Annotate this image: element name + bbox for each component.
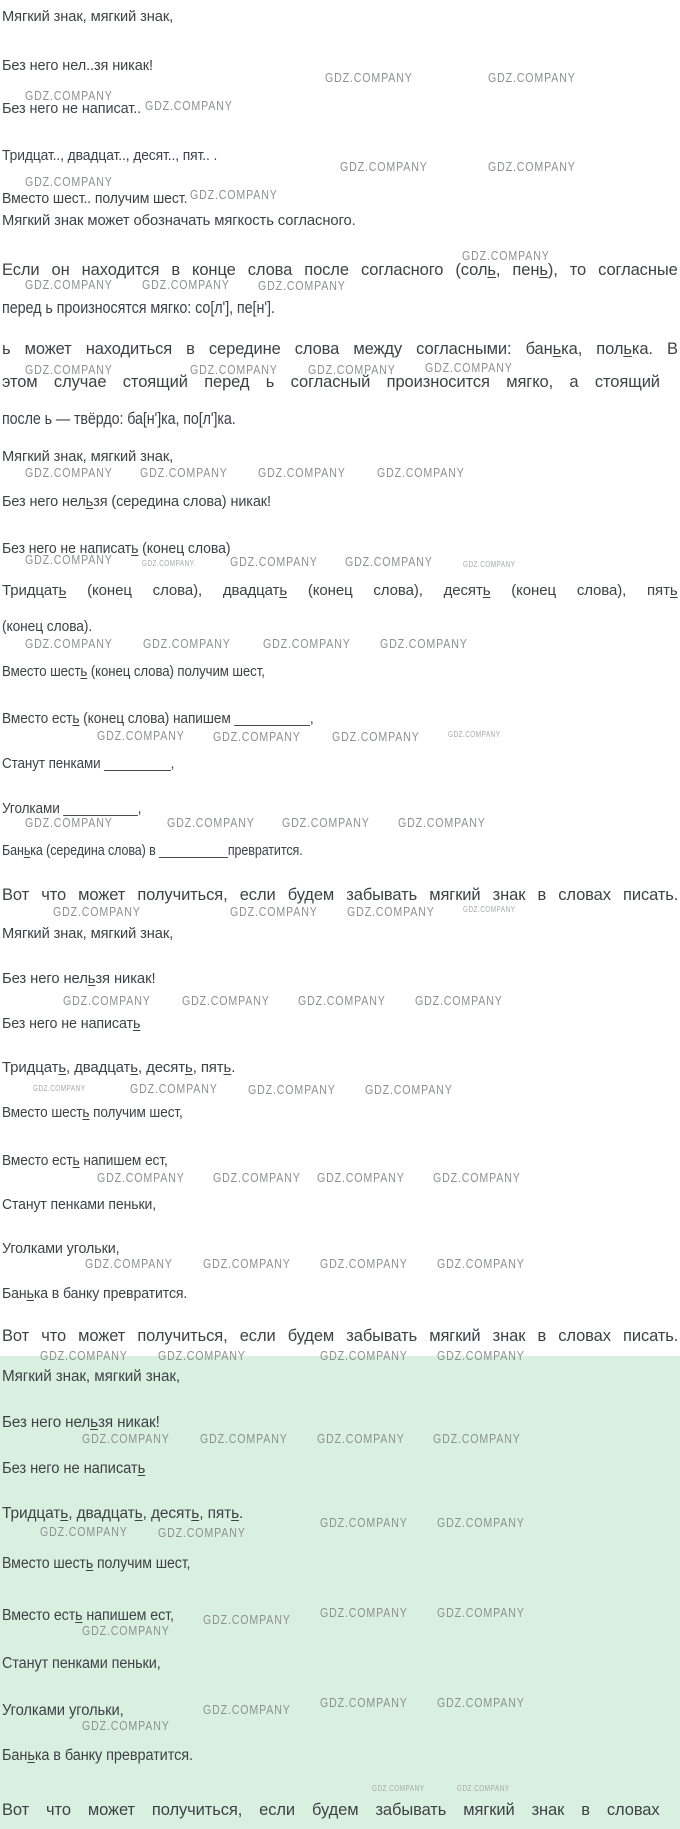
watermark-gdz-company: GDZ.COMPANY	[437, 1606, 525, 1620]
watermark-gdz-company: GDZ.COMPANY	[298, 994, 386, 1008]
text-run: Мягкий знак, мягкий знак,	[2, 8, 174, 25]
text-run: Станут пенками пеньки,	[2, 1196, 157, 1213]
text-run: (конец слова) напишем __________,	[79, 710, 314, 727]
underlined-soft-sign: ь	[137, 1460, 146, 1477]
underlined-soft-sign: ь	[231, 1505, 240, 1522]
text-run: Вместо шест	[2, 663, 81, 680]
text-line-16	[2, 663, 265, 680]
text-line-27	[2, 1152, 168, 1169]
text-line-5	[2, 212, 356, 229]
text-run: Тридцат.., двадцат.., десят.., пят.. .	[2, 147, 218, 164]
underlined-soft-sign: ь	[58, 582, 67, 599]
text-line-19	[2, 800, 141, 817]
watermark-gdz-company: GDZ.COMPANY	[398, 816, 486, 830]
text-run: зя никак!	[97, 1414, 160, 1431]
text-run: получим шест,	[93, 1555, 191, 1572]
underlined-soft-sign: ь	[85, 1555, 94, 1572]
text-run: Тридцат	[2, 1059, 59, 1076]
watermark-gdz-company: GDZ.COMPANY	[82, 1719, 170, 1733]
text-run: Уголками __________,	[2, 800, 142, 817]
watermark-gdz-company: GDZ.COMPANY	[463, 905, 516, 914]
watermark-gdz-company: GDZ.COMPANY	[308, 363, 396, 377]
underlined-soft-sign: ь	[623, 340, 632, 358]
watermark-gdz-company: GDZ.COMPANY	[143, 637, 231, 651]
underlined-soft-sign: ь	[191, 1505, 200, 1522]
watermark-gdz-company: GDZ.COMPANY	[317, 1171, 405, 1185]
watermark-gdz-company: GDZ.COMPANY	[25, 637, 113, 651]
watermark-gdz-company: GDZ.COMPANY	[415, 994, 503, 1008]
underlined-soft-sign: ь	[487, 261, 496, 279]
watermark-gdz-company: GDZ.COMPANY	[230, 905, 318, 919]
text-run: Без него нел	[2, 493, 86, 510]
text-run: Вместо шест.. получим шест.	[2, 190, 188, 207]
watermark-gdz-company: GDZ.COMPANY	[200, 1432, 288, 1446]
underlined-soft-sign: ь	[279, 582, 288, 599]
text-line-39	[2, 1702, 124, 1720]
text-line-35	[2, 1505, 243, 1523]
text-run: ка, пол	[561, 340, 624, 358]
underlined-soft-sign: ь	[75, 1607, 83, 1624]
watermark-gdz-company: GDZ.COMPANY	[377, 466, 465, 480]
watermark-gdz-company: GDZ.COMPANY	[97, 1171, 185, 1185]
text-run: после ь — твёрдо: ба[н']ка, по[л']ка.	[2, 410, 236, 428]
underlined-soft-sign: ь	[58, 1059, 67, 1076]
underlined-soft-sign: ь	[26, 1285, 34, 1302]
watermark-gdz-company: GDZ.COMPANY	[488, 71, 576, 85]
watermark-gdz-company: GDZ.COMPANY	[53, 905, 141, 919]
text-run: ь может находиться в середине слова между согласными: бан	[2, 340, 553, 358]
watermark-gdz-company: GDZ.COMPANY	[457, 1784, 510, 1793]
text-run: ), то согласные	[547, 261, 678, 279]
watermark-gdz-company: GDZ.COMPANY	[82, 1624, 170, 1638]
watermark-gdz-company: GDZ.COMPANY	[190, 363, 278, 377]
text-line-6	[2, 261, 678, 280]
text-line-37	[2, 1607, 174, 1625]
watermark-gdz-company: GDZ.COMPANY	[448, 730, 501, 739]
watermark-gdz-company: GDZ.COMPANY	[320, 1696, 408, 1710]
text-line-9	[2, 373, 660, 392]
text-run: (конец слова)	[138, 540, 231, 557]
watermark-gdz-company: GDZ.COMPANY	[320, 1257, 408, 1271]
watermark-gdz-company: GDZ.COMPANY	[203, 1703, 291, 1717]
text-line-10	[2, 410, 236, 429]
text-line-32	[2, 1368, 180, 1386]
underlined-soft-sign: ь	[482, 582, 491, 599]
watermark-gdz-company: GDZ.COMPANY	[437, 1349, 525, 1363]
text-run: Уголками угольки,	[2, 1702, 124, 1719]
text-run: Бан	[2, 1285, 27, 1302]
watermark-gdz-company: GDZ.COMPANY	[97, 729, 185, 743]
text-line-41	[2, 1801, 660, 1820]
watermark-gdz-company: GDZ.COMPANY	[63, 994, 151, 1008]
text-line-25	[2, 1059, 235, 1076]
watermark-gdz-company: GDZ.COMPANY	[213, 1171, 301, 1185]
watermark-gdz-company: GDZ.COMPANY	[130, 1082, 218, 1096]
text-line-3	[2, 147, 217, 164]
text-line-7	[2, 299, 275, 318]
text-run: ка. В	[631, 340, 678, 358]
watermark-gdz-company: GDZ.COMPANY	[380, 637, 468, 651]
underlined-soft-sign: ь	[539, 261, 548, 279]
watermark-gdz-company: GDZ.COMPANY	[317, 1432, 405, 1446]
text-line-26	[2, 1104, 183, 1121]
watermark-gdz-company: GDZ.COMPANY	[142, 278, 230, 292]
text-line-14	[2, 582, 678, 599]
text-run: Вместо ест	[2, 1152, 73, 1169]
underlined-soft-sign: ь	[134, 1505, 143, 1522]
watermark-gdz-company: GDZ.COMPANY	[203, 1613, 291, 1627]
watermark-gdz-company: GDZ.COMPANY	[433, 1432, 521, 1446]
watermark-gdz-company: GDZ.COMPANY	[263, 637, 351, 651]
text-line-12	[2, 493, 271, 510]
watermark-gdz-company: GDZ.COMPANY	[365, 1083, 453, 1097]
underlined-soft-sign: ь	[27, 1747, 35, 1764]
text-run: ка (середина слова) в __________превратится.	[30, 842, 303, 859]
text-run: Вот что может получиться, если будем забывать мягкий знак в словах писать.	[2, 886, 679, 904]
text-line-38	[2, 1655, 161, 1673]
watermark-gdz-company: GDZ.COMPANY	[463, 560, 516, 569]
text-run: перед ь произносятся мягко: со[л'], пе[н'].	[2, 299, 275, 317]
text-run: , пен	[495, 261, 540, 279]
text-line-24	[2, 1015, 140, 1032]
text-run: , десят	[142, 1505, 192, 1522]
text-line-2	[2, 100, 141, 117]
text-line-33	[2, 1414, 160, 1432]
watermark-gdz-company: GDZ.COMPANY	[25, 466, 113, 480]
text-run: Бан	[2, 842, 24, 859]
text-run: Мягкий знак, мягкий знак,	[2, 1368, 181, 1385]
underlined-soft-sign: ь	[60, 1505, 69, 1522]
watermark-gdz-company: GDZ.COMPANY	[203, 1257, 291, 1271]
underlined-soft-sign: ь	[80, 663, 88, 680]
text-run: зя никак!	[95, 970, 156, 987]
watermark-gdz-company: GDZ.COMPANY	[230, 555, 318, 569]
text-run: (конец слова), двадцат	[66, 582, 280, 599]
text-run: Без него нел	[2, 970, 88, 987]
text-run: Без него нел..зя никак!	[2, 57, 153, 74]
text-line-4	[2, 190, 187, 207]
text-run: .	[231, 1059, 236, 1076]
watermark-gdz-company: GDZ.COMPANY	[142, 559, 195, 568]
text-run: Мягкий знак, мягкий знак,	[2, 448, 174, 465]
watermark-gdz-company: GDZ.COMPANY	[167, 816, 255, 830]
watermark-gdz-company: GDZ.COMPANY	[345, 555, 433, 569]
text-run: , десят	[137, 1059, 186, 1076]
watermark-gdz-company: GDZ.COMPANY	[33, 1084, 86, 1093]
underlined-soft-sign: ь	[185, 1059, 193, 1076]
watermark-gdz-company: GDZ.COMPANY	[437, 1257, 525, 1271]
watermark-gdz-company: GDZ.COMPANY	[25, 175, 113, 189]
text-run: Бан	[2, 1747, 28, 1764]
text-run: (конец слова), десят	[287, 582, 483, 599]
text-run: получим шест,	[89, 1104, 183, 1121]
underlined-soft-sign: ь	[669, 582, 678, 599]
text-run: Без него не написат	[2, 1015, 133, 1032]
watermark-gdz-company: GDZ.COMPANY	[40, 1349, 128, 1363]
text-line-30	[2, 1285, 187, 1302]
watermark-gdz-company: GDZ.COMPANY	[347, 905, 435, 919]
text-line-0	[2, 8, 173, 25]
text-run: напишем ест,	[79, 1152, 168, 1169]
watermark-gdz-company: GDZ.COMPANY	[462, 249, 550, 263]
watermark-gdz-company: GDZ.COMPANY	[282, 816, 370, 830]
text-line-23	[2, 970, 155, 987]
watermark-gdz-company: GDZ.COMPANY	[488, 160, 576, 174]
text-line-36	[2, 1555, 190, 1573]
watermark-gdz-company: GDZ.COMPANY	[25, 363, 113, 377]
text-run: Мягкий знак, мягкий знак,	[2, 925, 174, 942]
text-run: Тридцат	[2, 1505, 61, 1522]
watermark-gdz-company: GDZ.COMPANY	[40, 1525, 128, 1539]
underlined-soft-sign: ь	[131, 540, 139, 557]
underlined-soft-sign: ь	[85, 493, 94, 510]
text-run: Без него не написат	[2, 540, 132, 557]
underlined-soft-sign: ь	[87, 970, 96, 987]
watermark-gdz-company: GDZ.COMPANY	[320, 1606, 408, 1620]
text-run: Вместо шест	[2, 1555, 86, 1572]
text-run: Уголками угольки,	[2, 1240, 120, 1257]
text-run: напишем ест,	[82, 1607, 174, 1624]
text-line-17	[2, 710, 314, 727]
watermark-gdz-company: GDZ.COMPANY	[82, 1432, 170, 1446]
text-run: Без него нел	[2, 1414, 91, 1431]
text-run: этом случае стоящий перед ь согласный произносится мягко, а стоящий	[2, 373, 660, 391]
watermark-gdz-company: GDZ.COMPANY	[145, 99, 233, 113]
watermark-gdz-company: GDZ.COMPANY	[158, 1349, 246, 1363]
text-run: .	[239, 1505, 244, 1522]
text-run: Если он находится в конце слова после согласного (сол	[2, 261, 488, 279]
watermark-gdz-company: GDZ.COMPANY	[213, 730, 301, 744]
watermark-gdz-company: GDZ.COMPANY	[85, 1257, 173, 1271]
text-run: Без него не написат	[2, 1460, 138, 1477]
watermark-gdz-company: GDZ.COMPANY	[425, 361, 513, 375]
text-run: , двадцат	[66, 1059, 131, 1076]
text-line-1	[2, 57, 153, 74]
watermark-gdz-company: GDZ.COMPANY	[182, 994, 270, 1008]
text-line-15	[2, 618, 92, 635]
text-line-31	[2, 1327, 678, 1346]
watermark-gdz-company: GDZ.COMPANY	[25, 816, 113, 830]
text-run: Станут пенками _________,	[2, 755, 175, 772]
text-run: (конец слова).	[2, 618, 93, 635]
watermark-gdz-company: GDZ.COMPANY	[437, 1516, 525, 1530]
text-run: Вместо шест	[2, 1104, 83, 1121]
underlined-soft-sign: ь	[132, 1015, 141, 1032]
watermark-gdz-company: GDZ.COMPANY	[158, 1526, 246, 1540]
watermark-gdz-company: GDZ.COMPANY	[248, 1083, 336, 1097]
watermark-gdz-company: GDZ.COMPANY	[258, 279, 346, 293]
text-line-34	[2, 1460, 145, 1478]
text-line-28	[2, 1196, 156, 1213]
text-run: зя (середина слова) никак!	[93, 493, 271, 510]
watermark-gdz-company: GDZ.COMPANY	[433, 1171, 521, 1185]
underlined-soft-sign: ь	[23, 842, 31, 859]
watermark-gdz-company: GDZ.COMPANY	[332, 730, 420, 744]
text-run: Станут пенками пеньки,	[2, 1655, 161, 1672]
text-line-22	[2, 925, 173, 942]
watermark-gdz-company: GDZ.COMPANY	[258, 466, 346, 480]
text-run: ка в банку превратится.	[33, 1285, 188, 1302]
underlined-soft-sign: ь	[90, 1414, 98, 1431]
text-run: Вместо ест	[2, 1607, 76, 1624]
watermark-gdz-company: GDZ.COMPANY	[25, 89, 113, 103]
underlined-soft-sign: ь	[223, 1059, 232, 1076]
text-run: Без него не написат..	[2, 100, 142, 117]
watermark-gdz-company: GDZ.COMPANY	[190, 188, 278, 202]
text-run: , пят	[199, 1505, 232, 1522]
text-run: Вот что может получиться, если будем забывать мягкий знак в словах	[2, 1801, 660, 1819]
underlined-soft-sign: ь	[72, 1152, 80, 1169]
underlined-soft-sign: ь	[82, 1104, 90, 1121]
watermark-gdz-company: GDZ.COMPANY	[372, 1784, 425, 1793]
text-run: (конец слова) получим шест,	[87, 663, 265, 680]
watermark-gdz-company: GDZ.COMPANY	[25, 553, 113, 567]
underlined-soft-sign: ь	[552, 340, 562, 358]
watermark-gdz-company: GDZ.COMPANY	[325, 71, 413, 85]
text-line-8	[2, 340, 678, 359]
underlined-soft-sign: ь	[130, 1059, 138, 1076]
text-line-21	[2, 886, 678, 905]
text-run: Тридцат	[2, 582, 59, 599]
text-run: , пят	[192, 1059, 224, 1076]
text-run: , двадцат	[68, 1505, 135, 1522]
text-line-29	[2, 1240, 120, 1257]
watermark-gdz-company: GDZ.COMPANY	[340, 160, 428, 174]
text-line-11	[2, 448, 173, 465]
text-line-20	[2, 842, 303, 859]
text-line-18	[2, 755, 174, 772]
watermark-gdz-company: GDZ.COMPANY	[25, 278, 113, 292]
text-run: Вместо ест	[2, 710, 73, 727]
underlined-soft-sign: ь	[72, 710, 80, 727]
text-line-40	[2, 1747, 193, 1765]
text-line-13	[2, 540, 230, 557]
text-run: (конец слова), пят	[490, 582, 670, 599]
watermark-gdz-company: GDZ.COMPANY	[140, 466, 228, 480]
text-run: ка в банку превратится.	[34, 1747, 193, 1764]
watermark-gdz-company: GDZ.COMPANY	[437, 1696, 525, 1710]
text-run: Мягкий знак может обозначать мягкость согласного.	[2, 212, 356, 229]
watermark-gdz-company: GDZ.COMPANY	[320, 1516, 408, 1530]
watermark-gdz-company: GDZ.COMPANY	[320, 1349, 408, 1363]
text-run: Вот что может получиться, если будем забывать мягкий знак в словах писать.	[2, 1327, 679, 1345]
